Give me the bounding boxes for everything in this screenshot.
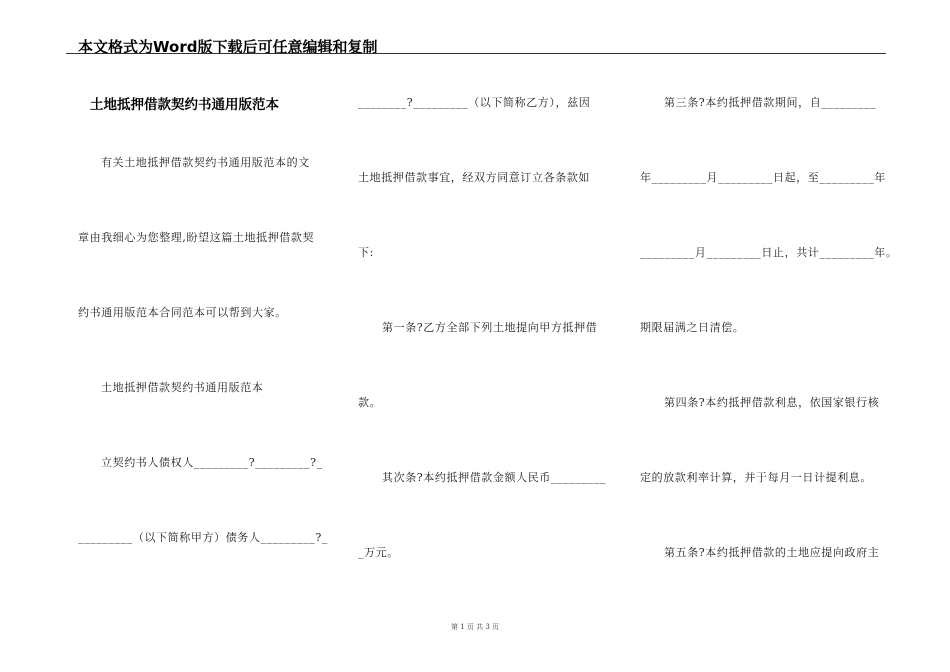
header-rule xyxy=(66,53,886,54)
col2-line-4: 第一条?乙方全部下列土地提向甲方抵押借 xyxy=(382,321,598,334)
col1-line-2: 章由我细心为您整理,盼望这篇土地抵押借款契 xyxy=(78,231,315,244)
col1-line-6: _________（以下简称甲方）债务人_________?_ xyxy=(78,531,328,544)
document-title: 土地抵押借款契约书通用版范本 xyxy=(90,97,279,113)
col3-line-5: 第四条?本约抵押借款利息，依国家银行核 xyxy=(664,396,880,409)
col3-line-7: 第五条?本约抵押借款的土地应提向政府主 xyxy=(664,546,880,559)
page-header: 本文格式为Word版下载后可任意编辑和复制 xyxy=(78,38,378,56)
page-number: 第 1 页 共 3 页 xyxy=(450,623,500,631)
col3-line-2: 年_________月_________日起，至_________年 xyxy=(640,171,886,184)
col1-line-4: 土地抵押借款契约书通用版范本 xyxy=(101,381,264,394)
col2-line-5: 款。 xyxy=(358,396,382,409)
col1-line-3: 约书通用版范本合同范本可以帮到大家。 xyxy=(78,306,287,319)
col2-line-6: 其次条?本约抵押借款金额人民币_________ xyxy=(382,471,606,484)
col2-line-3: 下: xyxy=(358,246,374,259)
col2-line-2: 土地抵押借款事宜，经双方同意订立各条款如 xyxy=(358,171,590,184)
col3-line-3: _________月_________日止，共计_________年。 xyxy=(640,246,898,259)
col3-line-1: 第三条?本约抵押借款期间，自_________ xyxy=(664,96,877,109)
col2-line-1: ________?_________（以下简称乙方），兹因 xyxy=(358,96,591,109)
col3-line-6: 定的放款利率计算，并于每月一日计提利息。 xyxy=(640,471,872,484)
col1-line-5: 立契约书人债权人_________?_________?_ xyxy=(101,456,323,469)
col2-line-7: _万元。 xyxy=(358,546,399,559)
col1-line-1: 有关土地抵押借款契约书通用版范本的文 xyxy=(101,156,310,169)
col3-line-4: 期限届满之日清偿。 xyxy=(640,321,745,334)
